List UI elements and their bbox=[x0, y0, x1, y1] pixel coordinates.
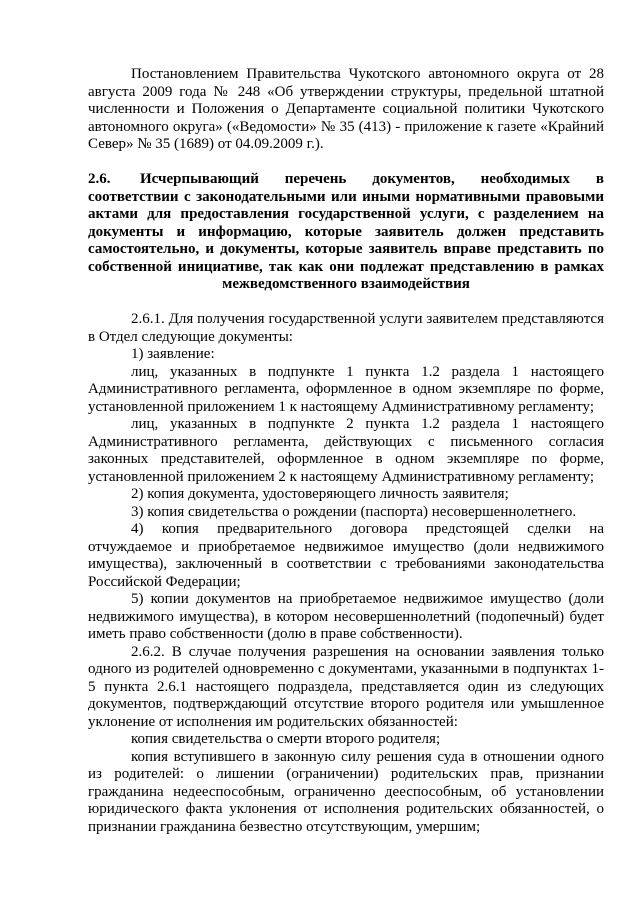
paragraph: 3) копия свидетельства о рождении (паспорта) несовершеннолетнего. bbox=[131, 503, 577, 520]
paragraph: лиц, указанных в подпункте 2 пункта 1.2 раздела 1 настоящего Административного регламента, действующих с письменного согласия законных представителей, оформленное в одном экземпляре по форме, установленной приложением 2 к настоящему Административному регламенту; bbox=[88, 416, 604, 485]
paragraph: 2.6.1. Для получения государственной услуги заявителем представляются в Отдел следующие документы: bbox=[88, 311, 604, 345]
section-title: Исчерпывающий перечень документов, необходимых в соответствии с законодательными или иными нормативными правовыми актами для предоставления государственной услуги, с разделением на документы и информацию, которые заявитель должен представить самостоятельно, и документы, которые заявитель вправе представить по собственной инициативе, так как они подлежат представлению в рамках межведомственного взаимодействия bbox=[88, 171, 604, 292]
paragraph: 4) копия предварительного договора предстоящей сделки на отчуждаемое и приобретаемое недвижимое имущество (доли недвижимого имущества), заключенный в соответствии с требованиями законодательства Российской Федерации; bbox=[88, 521, 604, 590]
paragraph: 2) копия документа, удостоверяющего личность заявителя; bbox=[131, 486, 509, 502]
section-body bbox=[88, 311, 604, 836]
section-number: 2.6. bbox=[88, 171, 111, 187]
paragraph: копия свидетельства о смерти второго родителя; bbox=[131, 731, 441, 747]
section-heading bbox=[88, 171, 604, 294]
paragraph: лиц, указанных в подпункте 1 пункта 1.2 раздела 1 настоящего Административного регламента, оформленное в одном экземпляре по форме, установленной приложением 1 к настоящему Административному регламенту; bbox=[88, 363, 604, 415]
paragraph: копия вступившего в законную силу решения суда в отношении одного из родителей: о лишении (ограничении) родительских прав, признании гражданина недееспособным, ограниченно дееспособным, об установлении юридического факта уклонения от исполнения родительских обязанностей, о признании гражданина безвестно отсутствующим, умершим; bbox=[88, 748, 604, 835]
paragraph: 2.6.2. В случае получения разрешения на основании заявления только одного из родителей одновременно с документами, указанными в подпунктах 1-5 пункта 2.6.1 настоящего подраздела, представляется один из следующих документов, подтверждающий отсутствие второго родителя или умышленное уклонение от исполнения им родительских обязанностей: bbox=[88, 643, 604, 730]
intro-paragraph: Постановлением Правительства Чукотского автономного округа от 28 августа 2009 года № 248 «Об утверждении структуры, предельной штатной численности и Положения о Департаменте социальной политики Чукотского автономного округа» («Ведомости» № 35 (413) - приложение к газете «Крайний Север» № 35 (1689) от 04.09.2009 г.). bbox=[88, 66, 604, 152]
paragraph: 5) копии документов на приобретаемое недвижимое имущество (доли недвижимого имущества), в котором несовершеннолетний (подопечный) будет иметь право собственности (долю в праве собственности). bbox=[88, 591, 604, 642]
paragraph: 1) заявление: bbox=[131, 346, 215, 362]
